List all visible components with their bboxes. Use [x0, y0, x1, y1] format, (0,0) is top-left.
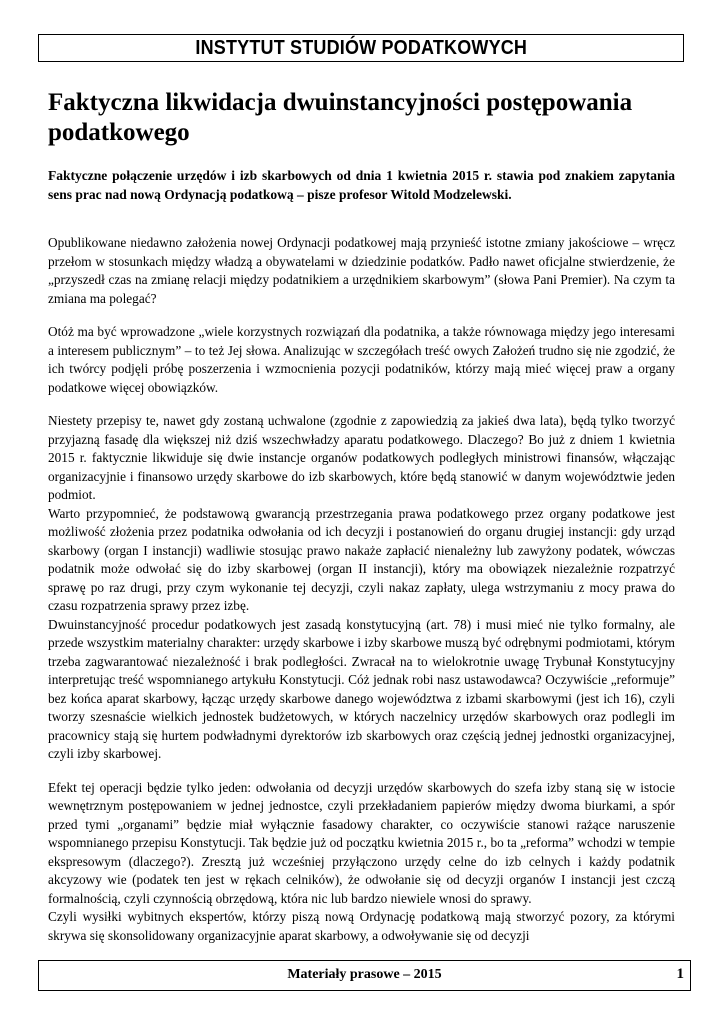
paragraph: Efekt tej operacji będzie tylko jeden: odwołania od decyzji urzędów skarbowych do szefa izby staną się w istocie wewnętrznym postępowaniem w jednej jednostce, czyli przekładaniem papierów między dwoma biurkami, a spór przed tymi „organami” będzie miał wyłącznie fasadowy charakter, co oczywiście stanowi rażące naruszenie wspomnianego przepisu Konstytucji. Tak będzie już od początku kwietnia 2015 r., bo ta „reforma” wchodzi w tempie ekspresowym (dlaczego?). Zresztą już wcześniej przyłączono urzędy celne do izb celnych i każdy podatnik akcyzowy wie (podatek ten jest w rękach celników), że odwołanie się od decyzji organów I instancji jest czczą formalnością, czyli czynnością obrzędową, która nic lub bardzo niewiele wnosi do sprawy. — [48, 779, 675, 906]
footer-box — [38, 960, 691, 991]
header-box — [38, 34, 684, 62]
paragraph: Dwuinstancyjność procedur podatkowych jest zasadą konstytucyjną (art. 78) i musi mieć nie tylko formalny, ale przede wszystkim materialny charakter: urzędy skarbowe i izby skarbowe muszą być odrębnymi podmiotami, którym trzeba zagwarantować niezależność i brak podległości. Zwracał na to wielokrotnie uwagę Trybunał Konstytucyjny interpretując treść wspomnianego artykułu Konstytucji. Cóż jednak robi nasz ustawodawca? Oczywiście „reformuje” bez końca aparat skarbowy, łącząc urzędy skarbowe danego województwa z izbami skarbowymi (jest ich 16), czyli tworzy szesnaście wielkich jednostek budżetowych, w których naczelnicy urzędów skarbowych oraz podlegli im pracownicy stają się hurtem podwładnymi dyrektorów izb skarbowych oraz częścią jednej jednostki organizacyjnej, czyli izby skarbowej. — [48, 616, 675, 761]
footer-label: Materiały prasowe – 2015 — [287, 967, 442, 982]
institute-title: INSTYTUT STUDIÓW PODATKOWYCH — [195, 36, 527, 59]
page-number: 1 — [676, 966, 684, 982]
article-lead: Faktyczne połączenie urzędów i izb skarbowych od dnia 1 kwietnia 2015 r. stawia pod znakiem zapytania sens prac nad nową Ordynacją podatkową – pisze profesor Witold Modzelewski. — [48, 168, 675, 202]
article-title: Faktyczna likwidacja dwuinstancyjności postępowania podatkowego — [48, 89, 633, 146]
paragraph: Otóż ma być wprowadzone „wiele korzystnych rozwiązań dla podatnika, a także równowaga między jego interesami a interesem publicznym” – to też Jej słowa. Analizując w szczegółach treść owych Założeń trudno się nie zgodzić, że ich twórcy podjęli próbę poszerzenia i wzmocnienia pozycji podatników, którzy mają mieć więcej praw a organy podatkowe więcej obowiązków. — [48, 324, 675, 395]
paragraph: Niestety przepisy te, nawet gdy zostaną uchwalone (zgodnie z zapowiedzią za jakieś dwa lata), będą tylko tworzyć przyjazną fasadę dla większej niż dziś wszechwładzy aparatu podatkowego. Dlaczego? Bo już z dniem 1 kwietnia 2015 r. faktycznie likwiduje się dwie instancje organów podatkowych podległych ministrowi finansów, włączając organizacyjnie i finansowo urzędy skarbowe do izb skarbowych, które będą stanowić w danym województwie jeden podmiot. — [48, 413, 675, 502]
article — [48, 88, 675, 945]
paragraph: Czyli wysiłki wybitnych ekspertów, którzy piszą nową Ordynację podatkową mają stworzyć pozory, za którymi skrywa się skonsolidowany organizacyjnie aparat skarbowy, a odwoływanie się od decyzji — [48, 909, 675, 943]
paragraph: Warto przypomnieć, że podstawową gwarancją przestrzegania prawa podatkowego przez organy podatkowe jest możliwość złożenia przez podatnika odwołania od ich decyzji i postanowień do organu drugiej instancji: gdy urząd skarbowy (organ I instancji) wadliwie stosując prawo nakaże zapłacić nienależny lub zawyżony podatek, wówczas podatnik może odwołać się do izby skarbowej (organ II instancji), który ma obowiązek niezależnie rozpatrzyć sprawę po raz drugi, przy czym wykonanie tej decyzji, czyli nakaz zapłaty, ulega wstrzymaniu z mocy prawa do czasu rozpatrzenia sprawy przez izbę. — [48, 505, 675, 613]
paragraph: Opublikowane niedawno założenia nowej Ordynacji podatkowej mają przynieść istotne zmiany jakościowe – wręcz przełom w stosunkach między władzą a obywatelami w dziedzinie podatków. Padło nawet oficjalne stwierdzenie, że „przyszedł czas na zmianę relacji między podatnikiem a urzędnikiem skarbowym” (słowa Pani Premier). Na czym ta zmiana ma polegać? — [48, 235, 675, 306]
